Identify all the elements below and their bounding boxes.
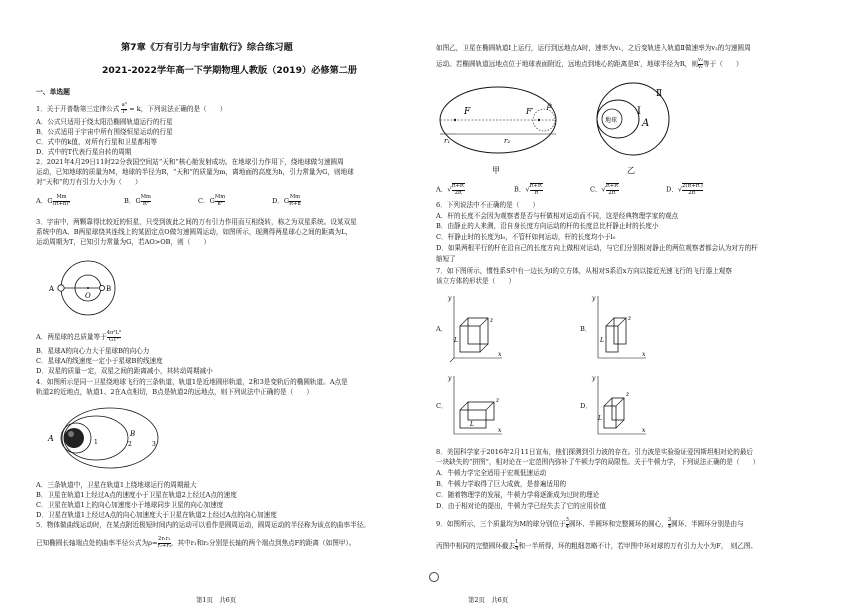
q8-option-d: D．由于相对论的提出，牛顿力学已经失去了它的应用价值	[436, 502, 607, 510]
q4-line-1: 4．如图所示是同一卫星绕地球飞行的三条轨道，轨道1是近地圆形轨道，2和3是变轨后的椭圆轨道。A点是	[36, 378, 348, 386]
q3-option-a-text: A．两星球的总质量等于	[36, 333, 107, 342]
q2-option-a-label: A．G	[36, 197, 53, 206]
cube-edge	[460, 318, 468, 326]
q9-line-2	[436, 540, 757, 552]
label-fp: F′	[526, 107, 534, 116]
cube-edge	[616, 420, 624, 428]
label-r2: r₂	[504, 137, 511, 145]
q6-option-b: B．由静止的人来测，沿自身长度方向运动的杆的长度总比杆静止时的长度小	[436, 222, 659, 230]
q5-option-c-label: C．	[590, 185, 602, 194]
q1-option-d: D．式中的T代表行星自转的周期	[36, 148, 132, 156]
q2-line-3: 对“天和”的万有引力大小为（ ）	[36, 178, 142, 186]
q5-cont-line-2a: 运动。若椭圆轨道远地点位于地球表面附近，远地点到地心的距离是R′，地球半径为R，则	[436, 60, 698, 69]
q4-option-a: A．三条轨道中，卫星在轨道1上绕地球运行的周期最大	[36, 481, 197, 489]
q2-option-c-den: h²	[217, 200, 223, 207]
label-a: A	[642, 118, 650, 129]
label-a: A	[48, 434, 54, 443]
label-orbit-1: 1	[94, 439, 98, 446]
q2-line-1: 2．2021年4月29日11时22分我国空间站“天和”核心舱发射成功。在地球引力作用下，绕地球做匀速圆周	[36, 158, 344, 166]
q8-option-b: B．牛顿力学取得了巨大成就，是普遍适用的	[436, 480, 567, 488]
q7-figure-d	[590, 372, 650, 438]
q2-option-d-frac	[289, 195, 301, 207]
q2-option-b	[124, 195, 151, 207]
orbit-figure	[42, 404, 162, 474]
label-b: B	[130, 430, 136, 438]
label-o: O	[85, 292, 91, 300]
q9-frac-1-den: 4	[565, 523, 569, 530]
z-axis	[446, 358, 454, 362]
cube-front	[604, 406, 616, 428]
q5-rho-den: r₁+r₂	[157, 542, 171, 549]
q5-option-c-den: 2R′	[608, 189, 617, 196]
q5-option-d-label: D．	[666, 185, 678, 194]
label-a: A	[49, 285, 55, 293]
label-orbit-3: 3	[152, 441, 156, 448]
q5-option-d-frac	[682, 183, 703, 196]
cube-edge	[604, 398, 612, 406]
focus-f	[454, 119, 456, 121]
cube-edge	[606, 318, 614, 326]
axis-x-label: x	[498, 351, 502, 358]
q5-line-1: 5．物体做曲线运动时，在某点附近极短时间内的运动可以看作是圆周运动，圆周运动的半径称为该点的曲率半径。	[36, 521, 370, 529]
q3-line-3: 运动周期为T，已知引力常量为G，若AO>OB，则（ ）	[36, 238, 211, 246]
q6-option-a: A．杆的长度不会因为观察者是否与杆做相对运动而不同，这是经典物理学家的观点	[436, 212, 679, 220]
q2-option-c-num: Mm	[214, 194, 226, 200]
q8-line-1: 8．美国科学家于2016年2月11日宣布，他们探测到引力波的存在。引力波是实验验证爱因斯坦相对论的最后	[436, 448, 754, 456]
cube-edge	[618, 318, 626, 326]
q2-option-a-num: Mm	[53, 195, 71, 202]
q7-line-2: 该立方体的形状是（ ）	[436, 277, 516, 285]
q5-option-c-num: R+R′	[605, 183, 620, 189]
axis-y-label: y	[448, 375, 452, 382]
q7-line-1: 7．如下图所示，惯性系S中有一边长为l的立方体，从相对S系沿x方向以接近光速飞行的飞行器上观察	[436, 267, 732, 275]
q2-option-a-den: (R+h)²	[52, 200, 71, 207]
q5-line-2	[36, 537, 355, 549]
label-orbit-2: 2	[128, 441, 132, 448]
section-heading: 一、单选题	[36, 88, 70, 96]
q2-line-2: 运动，已知地球的质量为M，地球的半径为R，“天和”的质量为m，离地面的高度为h，引力常量为G，则地球	[36, 168, 354, 176]
q3-option-d: D．双星的质量一定，双星之间的距离减小，其转动周期减小	[36, 367, 213, 375]
star-b	[99, 285, 104, 290]
side-l-label: L	[598, 415, 602, 422]
q5-option-c: C．√ $\frac{R+R'}{2R'}$	[590, 183, 620, 196]
q5-option-a-num: R+R′	[451, 183, 465, 189]
q2-option-d	[272, 195, 301, 207]
q1-option-c: C．式中的k值，对所有行星和卫星都相等	[36, 138, 158, 146]
q6-stem: 6．下列说法中不正确的是（ ）	[436, 201, 540, 209]
label-earth: 地球	[605, 117, 618, 124]
cube-edge	[616, 398, 624, 406]
q2-option-b-num: Mm	[140, 194, 151, 200]
q2-option-b-frac	[141, 195, 151, 207]
q5-option-d-num: 2(R+R′)	[682, 183, 703, 189]
side-l-label: L	[454, 337, 458, 344]
axis-z-label: z	[628, 315, 632, 322]
binary-star-figure	[40, 258, 130, 324]
label-jia: 甲	[492, 166, 500, 175]
q7-option-a-label: A．	[436, 325, 448, 333]
q2-option-c-frac	[215, 195, 225, 207]
q3-option-a-den: GT²	[109, 336, 119, 343]
q9-frac-3-num: 1	[515, 539, 519, 545]
q6-option-d-cont: 缩短了	[436, 255, 456, 263]
q9-text-b: 圆环、半圆环和完整圆环的圆心，	[568, 520, 668, 529]
q2-option-b-den: R²	[142, 200, 149, 207]
cube-back	[468, 318, 488, 344]
q6-option-c: C．杆静止时的长度为l₀，不管杆如何运动，杆的长度均小于l₀	[436, 233, 616, 241]
q5-line-2a: 已知椭圆长轴端点处的曲率半径公式为ρ=	[36, 539, 158, 548]
page-title: 第7章《万有引力与宇宙航行》综合练习题	[121, 42, 293, 53]
label-orbit-ii: Ⅱ	[656, 89, 663, 99]
q3-option-a-num: 4π²L³	[106, 330, 122, 336]
label-r1: r₁	[444, 137, 451, 145]
q1-stem-a: 1．关于开普勒第三定律公式	[36, 105, 120, 114]
cube-edge	[486, 402, 494, 410]
q5-rho-frac	[158, 537, 171, 549]
axis-x-label: x	[642, 351, 646, 358]
cube-back	[614, 318, 626, 344]
axis-x-label: x	[642, 427, 646, 434]
cube-edge	[480, 344, 488, 352]
label-rho: ρ	[547, 101, 552, 110]
q5-cont-line-2	[436, 58, 743, 70]
axis-y-label: y	[592, 375, 596, 382]
q4-line-2: 轨道2的近地点，轨道1、2在A点相切，B点是轨道2的远地点，则下列说法中正确的是（ ）	[36, 388, 313, 396]
q2-option-c	[198, 195, 225, 207]
q1-option-a: A．公式只适用于绕太阳沿椭圆轨道运行的行星	[36, 118, 173, 126]
q3-option-b: B．星球A的向心力大于星球B的向心力	[36, 347, 150, 355]
q4-option-b: B．卫星在轨道1上经过A点的速度小于卫星在轨道2上经过A点的速度	[36, 491, 237, 499]
q8-line-2: 一块缺失的“拼图”，相对论在一定范围内弥补了牛顿力学的局限性。关于牛顿力学，下列说法正确的是（ ）	[436, 458, 760, 466]
q1-formula-den: T²	[121, 108, 127, 115]
axis-z-label: z	[496, 397, 500, 404]
q9-text-e: 和一半所得，环的粗细忽略不计，若甲图中环对球的万有引力大小为F， 则乙图、	[518, 542, 758, 551]
right-page	[430, 0, 860, 608]
q1-option-b: B．公式适用于宇宙中所有围绕恒星运动的行星	[36, 128, 173, 136]
q5-option-b-den: R	[534, 189, 539, 196]
side-l-label: L	[470, 421, 474, 428]
q9-text-a: 9．如图所示，三个质量均为M的球分别位于	[436, 520, 566, 529]
q4-option-c: C．卫星在轨道1上的向心加速度小于地球同步卫星的向心加速度	[36, 501, 224, 509]
q7-option-d-label: D．	[580, 402, 592, 410]
q5-option-b-label: B．	[514, 185, 526, 194]
earth-sphere	[64, 428, 84, 448]
cube-back	[468, 402, 494, 420]
cube-back	[612, 398, 624, 420]
footer-right: 第2页 共6页	[468, 596, 509, 604]
q9-line-1	[436, 518, 744, 530]
side-l-label: L	[600, 337, 604, 344]
q7-figure-b	[590, 292, 650, 362]
label-b: B	[106, 285, 112, 293]
q4-option-d: D．卫星在轨道1上经过A点的向心加速度大于卫星在轨道2上经过A点的向心加速度	[36, 511, 277, 519]
q5-figures	[434, 76, 850, 176]
q7-figure-a	[446, 292, 506, 362]
q5-option-b: B．√ $\frac{R+R'}{R}$	[514, 183, 543, 196]
q3-option-a-frac	[107, 331, 121, 343]
cube-edge	[480, 318, 488, 326]
cube-front	[460, 326, 480, 352]
q1-stem	[36, 103, 226, 115]
q9-frac-3-den: 4	[515, 545, 519, 552]
page-subtitle: 2021-2022学年高一下学期物理人教版（2019）必修第二册	[102, 65, 358, 76]
q5-rho-num: 2r₁r₂	[158, 536, 171, 542]
q8-option-c: C．随着物理学的发展，牛顿力学将逐渐成为过时的理论	[436, 491, 600, 499]
q5-option-a-den: 2R	[454, 189, 462, 196]
q5-option-a-frac	[452, 183, 465, 196]
q9-text-c: 圆环、半圆环分别是由与	[671, 520, 744, 529]
q5-ratio-num: v₂	[698, 57, 704, 63]
label-f: F	[464, 107, 471, 117]
q9-frac-1-num: 3	[565, 517, 569, 523]
label-orbit-i: Ⅰ	[637, 106, 641, 117]
q5-option-d: D．√ $\frac{2(R+R')}{2R'}$	[666, 183, 703, 196]
q5-option-d-den: 2R′	[688, 189, 697, 196]
star-a	[58, 285, 64, 291]
focus-fp	[538, 119, 540, 121]
axis-z-label: z	[490, 317, 494, 324]
q2-option-d-label: D．G	[272, 197, 290, 206]
q7-option-b-label: B．	[580, 325, 592, 333]
q5-option-b-frac	[530, 183, 543, 196]
axis-x-label: x	[498, 427, 502, 434]
q9-text-d: 丙图中相同的完整圆环截去	[436, 542, 516, 551]
cube-front	[606, 326, 618, 352]
q3-line-1: 3．宇宙中，两颗靠得比较近的恒星，只受到彼此之间的万有引力作用而互相绕转，称之为双星系统。设某双星	[36, 218, 357, 226]
q2-option-a-frac	[53, 195, 71, 207]
q9-frac-2-den: 4	[667, 523, 672, 530]
q8-option-a: A．牛顿力学完全适用于宏观低速运动	[436, 469, 547, 477]
axis-z-label: z	[626, 391, 630, 398]
q2-option-b-label: B．G	[124, 197, 141, 206]
cube-edge	[460, 402, 468, 410]
q5-option-a: A．√ $\frac{R+R'}{2R}$	[436, 183, 465, 196]
q7-option-c-label: C．	[436, 402, 448, 410]
q5-cont-line-2b: 等于（ ）	[703, 60, 743, 69]
footer-left: 第1页 共6页	[196, 596, 237, 604]
q1-formula-num: a³	[121, 102, 127, 108]
q3-option-a	[36, 331, 121, 343]
axis-y-label: y	[448, 295, 452, 302]
label-yi: 乙	[627, 166, 635, 175]
q5-option-c-frac	[606, 183, 619, 196]
earth-highlight	[68, 431, 74, 437]
q6-option-d: D．如果两根平行的杆在沿自己的长度方向上做相对运动，与它们分别相对静止的两位观察者都会认为对方的杆	[436, 244, 758, 252]
q3-option-c: C．星球A的线速度一定小于星球B的线速度	[36, 357, 163, 365]
q5-option-b-num: R+R′	[529, 183, 543, 189]
axis-y-label: y	[592, 295, 596, 302]
q2-option-a	[36, 195, 70, 207]
q1-stem-b: = k，下列说法正确的是（ ）	[129, 105, 227, 114]
q9-frac-2-num: 3	[667, 517, 672, 523]
q2-option-d-den: R+h	[289, 200, 301, 207]
q7-figure-c	[446, 372, 506, 438]
q5-cont-line-1: 如图乙，卫星在椭圆轨道Ⅰ上运行，运行到远地点A时，速率为v₁，之后变轨进入轨道Ⅱ做速率为v₂的匀速圆周	[436, 44, 751, 52]
q5-line-2b: ，其中r₁和r₂分别是长轴的两个端点到焦点F的距离（如图甲）。	[170, 539, 356, 548]
q2-option-d-num: Mm	[289, 194, 301, 200]
q5-ratio-den: v₁	[698, 63, 704, 70]
q3-line-2: 系统中的A、B两星球绕其连线上的某固定点O做匀速圆周运动，如图所示，现测得两星球心之间的距离为L，	[36, 228, 353, 236]
q1-formula	[121, 103, 127, 115]
center-point	[87, 287, 89, 289]
q2-option-c-label: C．G	[198, 197, 215, 206]
q5-option-a-label: A．	[436, 185, 448, 194]
